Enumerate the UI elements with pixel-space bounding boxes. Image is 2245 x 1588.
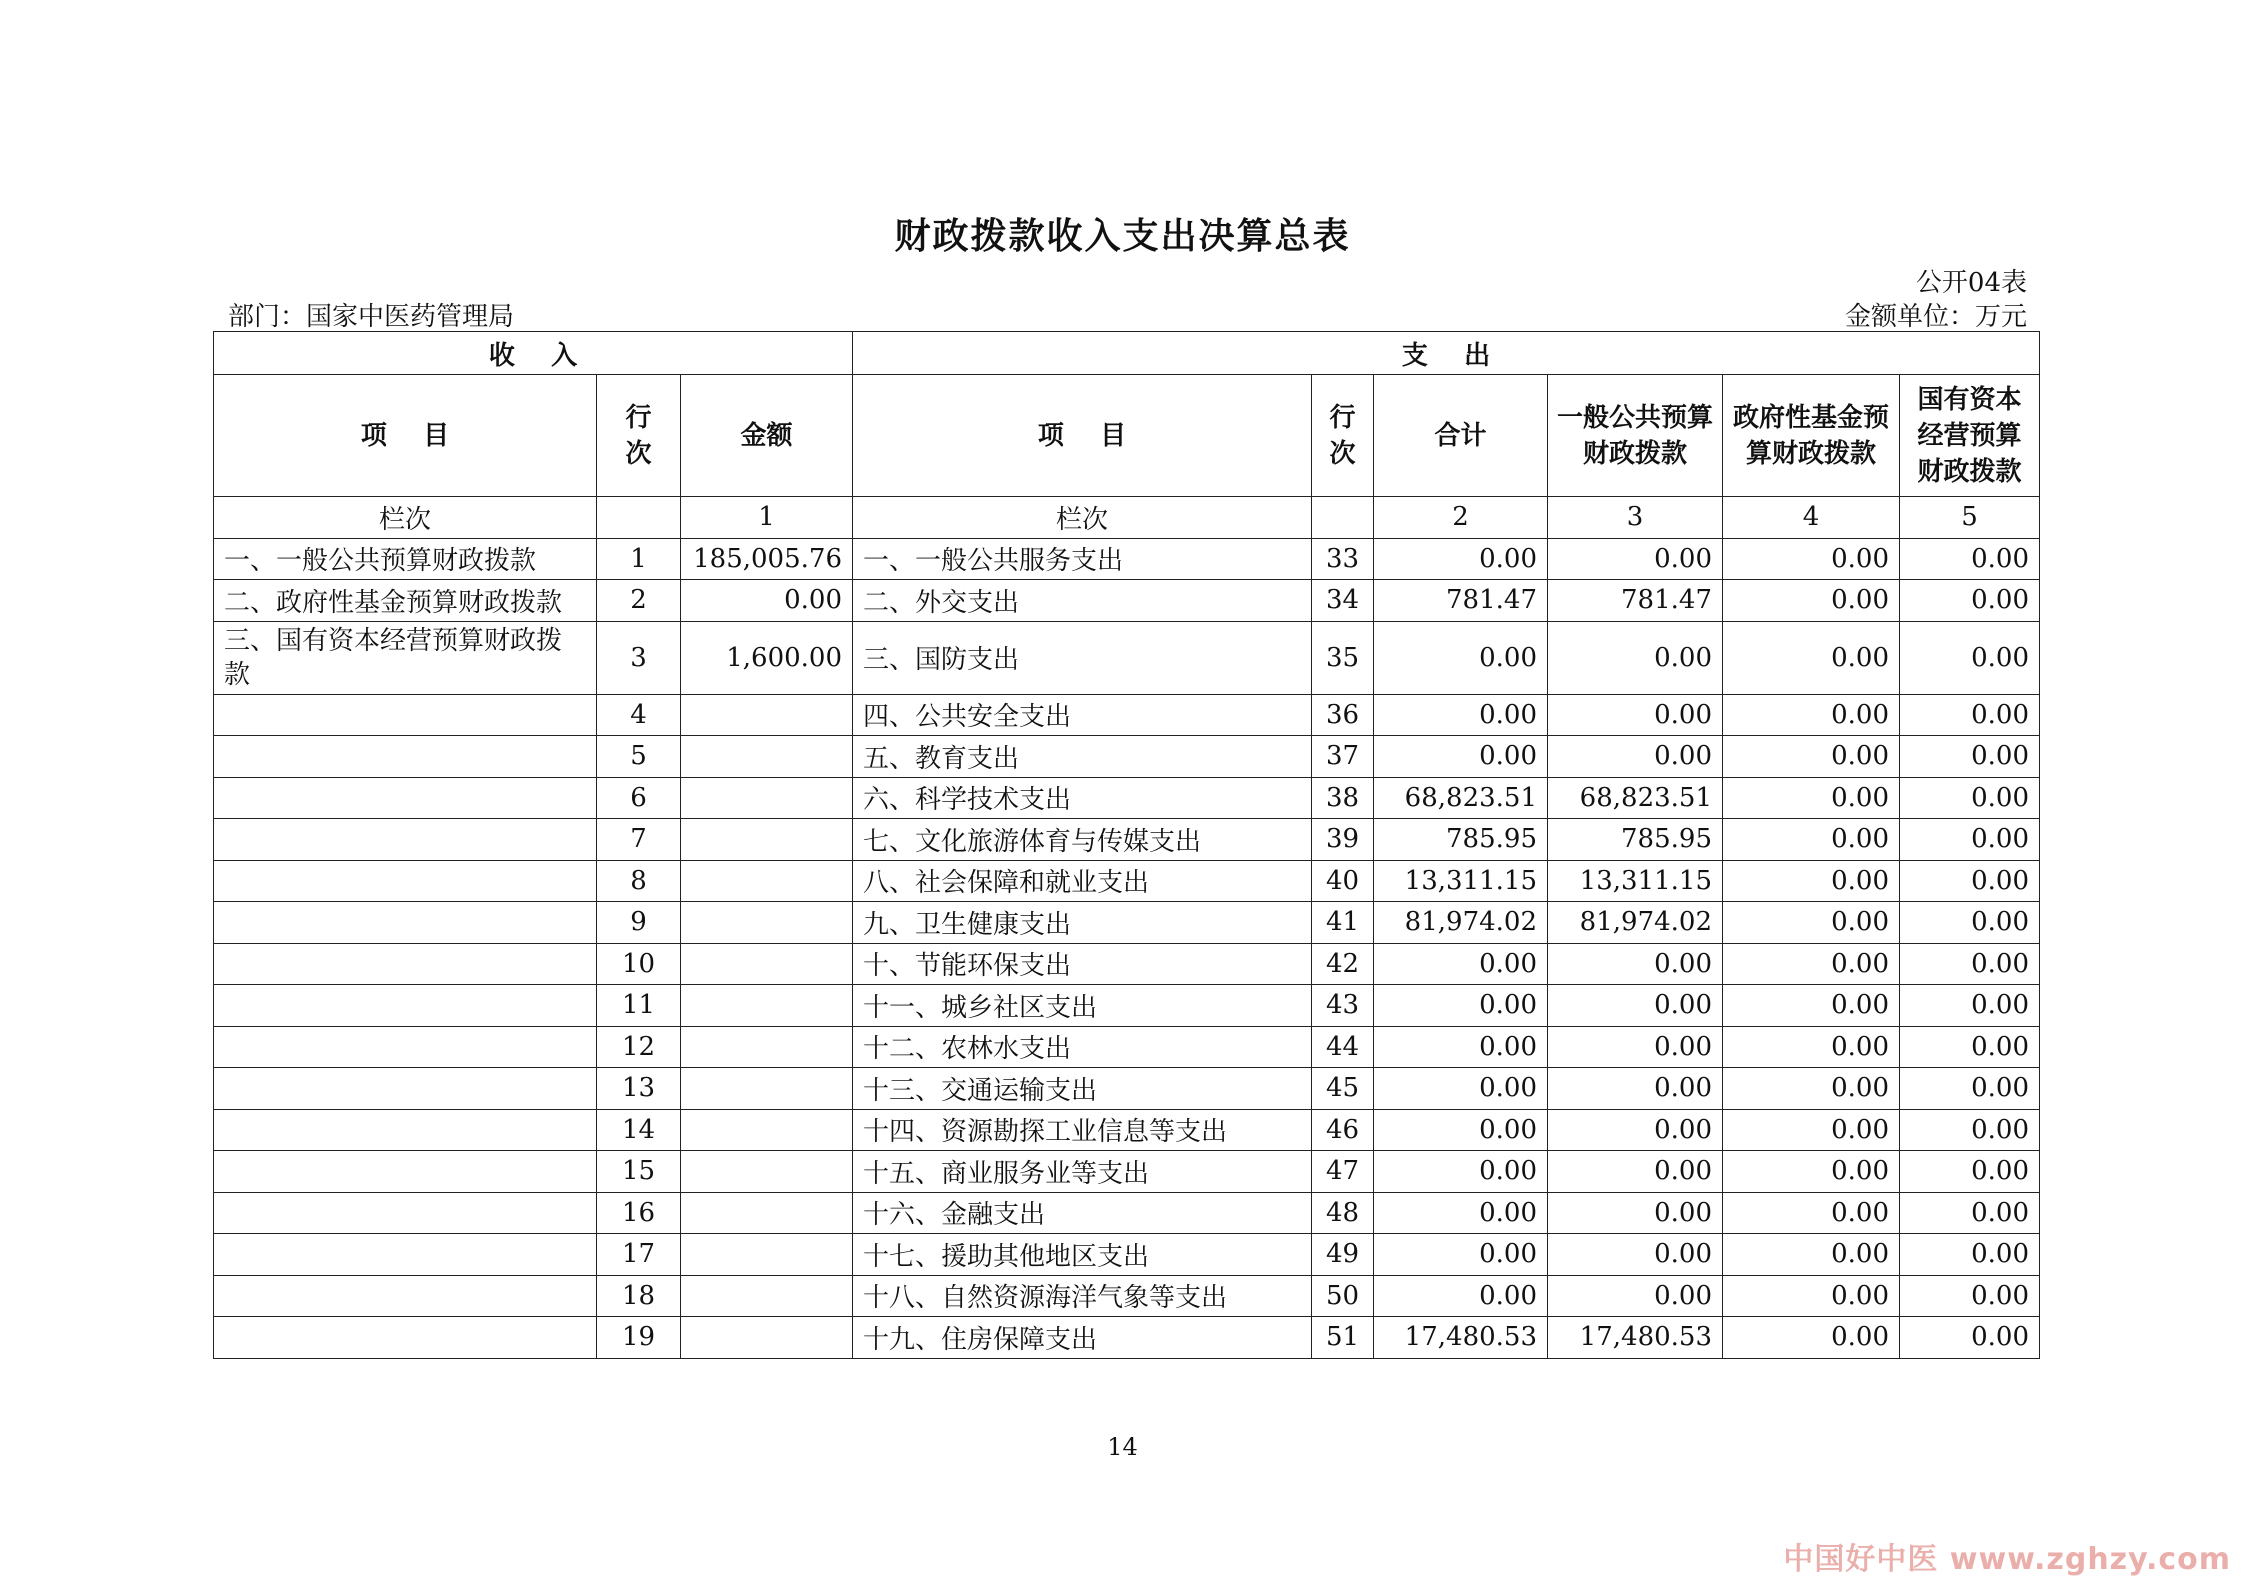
cell-ex-line: 43	[1312, 985, 1374, 1027]
cell-fund: 0.00	[1723, 860, 1900, 902]
table-row	[214, 943, 2040, 985]
cell-in-amount	[681, 819, 853, 861]
cell-state: 0.00	[1900, 902, 2040, 944]
cell-state: 0.00	[1900, 1068, 2040, 1110]
cell-ex-line: 40	[1312, 860, 1374, 902]
cell-in-amount	[681, 1192, 853, 1234]
cell-in-line: 1	[597, 538, 681, 580]
cell-fund: 0.00	[1723, 538, 1900, 580]
cell-in-amount	[681, 1151, 853, 1193]
cell-in-item	[214, 819, 597, 861]
cell-general: 81,974.02	[1548, 902, 1723, 944]
cell-in-item	[214, 943, 597, 985]
cell-ex-line: 33	[1312, 538, 1374, 580]
cell-in-line: 5	[597, 736, 681, 778]
cell-ex-item: 十五、商业服务业等支出	[853, 1151, 1312, 1193]
cell-total: 0.00	[1374, 1109, 1548, 1151]
cell-in-line: 8	[597, 860, 681, 902]
cell-general: 0.00	[1548, 985, 1723, 1027]
cell-fund: 0.00	[1723, 580, 1900, 622]
cell-total: 0.00	[1374, 985, 1548, 1027]
cell-ex-line: 37	[1312, 736, 1374, 778]
cell-in-item	[214, 1275, 597, 1317]
cell-ex-item: 十四、资源勘探工业信息等支出	[853, 1109, 1312, 1151]
department-label: 部门：国家中医药管理局	[228, 302, 515, 332]
cell-general: 0.00	[1548, 1068, 1723, 1110]
cell-general: 0.00	[1548, 736, 1723, 778]
income-item-header: 项 目	[214, 375, 597, 497]
income-column-label: 栏次	[214, 497, 597, 539]
budget-table	[213, 331, 2040, 1359]
amount-unit-label: 金额单位：万元	[1844, 302, 2027, 332]
cell-in-line: 7	[597, 819, 681, 861]
fund-column-number: 4	[1723, 497, 1900, 539]
cell-in-line: 2	[597, 580, 681, 622]
table-row	[214, 902, 2040, 944]
income-amount-column-number: 1	[681, 497, 853, 539]
cell-total: 0.00	[1374, 736, 1548, 778]
cell-in-amount	[681, 777, 853, 819]
cell-in-amount: 185,005.76	[681, 538, 853, 580]
cell-state: 0.00	[1900, 1317, 2040, 1359]
cell-ex-line: 36	[1312, 694, 1374, 736]
cell-ex-line: 46	[1312, 1109, 1374, 1151]
table-row	[214, 1275, 2040, 1317]
cell-ex-line: 38	[1312, 777, 1374, 819]
cell-total: 0.00	[1374, 694, 1548, 736]
cell-in-item	[214, 860, 597, 902]
cell-ex-item: 八、社会保障和就业支出	[853, 860, 1312, 902]
cell-ex-line: 45	[1312, 1068, 1374, 1110]
total-header: 合计	[1374, 375, 1548, 497]
table-row	[214, 1192, 2040, 1234]
cell-state: 0.00	[1900, 580, 2040, 622]
cell-general: 17,480.53	[1548, 1317, 1723, 1359]
cell-fund: 0.00	[1723, 1317, 1900, 1359]
table-row	[214, 985, 2040, 1027]
cell-ex-item: 五、教育支出	[853, 736, 1312, 778]
cell-in-item	[214, 1192, 597, 1234]
cell-fund: 0.00	[1723, 1275, 1900, 1317]
cell-general: 0.00	[1548, 1151, 1723, 1193]
cell-in-amount	[681, 902, 853, 944]
cell-in-line: 19	[597, 1317, 681, 1359]
cell-in-amount	[681, 1109, 853, 1151]
column-number-row	[214, 497, 2040, 539]
table-row	[214, 1317, 2040, 1359]
cell-total: 0.00	[1374, 1151, 1548, 1193]
cell-total: 0.00	[1374, 621, 1548, 694]
cell-in-amount	[681, 1068, 853, 1110]
cell-ex-line: 48	[1312, 1192, 1374, 1234]
cell-total: 781.47	[1374, 580, 1548, 622]
cell-in-amount	[681, 694, 853, 736]
expense-column-label: 栏次	[853, 497, 1312, 539]
cell-state: 0.00	[1900, 1026, 2040, 1068]
cell-fund: 0.00	[1723, 1026, 1900, 1068]
cell-total: 785.95	[1374, 819, 1548, 861]
cell-state: 0.00	[1900, 736, 2040, 778]
table-row	[214, 621, 2040, 694]
expense-item-header: 项 目	[853, 375, 1312, 497]
cell-total: 0.00	[1374, 1068, 1548, 1110]
cell-fund: 0.00	[1723, 621, 1900, 694]
cell-in-line: 6	[597, 777, 681, 819]
cell-total: 81,974.02	[1374, 902, 1548, 944]
table-row	[214, 819, 2040, 861]
cell-ex-item: 九、卫生健康支出	[853, 902, 1312, 944]
table-row	[214, 777, 2040, 819]
page-title: 财政拨款收入支出决算总表	[894, 215, 1351, 257]
section-header-row	[214, 332, 2040, 375]
cell-state: 0.00	[1900, 1192, 2040, 1234]
cell-state: 0.00	[1900, 985, 2040, 1027]
cell-general: 0.00	[1548, 621, 1723, 694]
cell-state: 0.00	[1900, 860, 2040, 902]
cell-fund: 0.00	[1723, 736, 1900, 778]
site-watermark: 中国好中医 www.zghzy.com	[1783, 1542, 2231, 1577]
cell-fund: 0.00	[1723, 1234, 1900, 1276]
cell-ex-line: 41	[1312, 902, 1374, 944]
cell-in-line: 9	[597, 902, 681, 944]
cell-in-line: 17	[597, 1234, 681, 1276]
cell-in-line: 3	[597, 621, 681, 694]
cell-in-item	[214, 902, 597, 944]
income-section-header: 收 入	[214, 332, 853, 375]
fund-budget-header: 政府性基金预算财政拨款	[1723, 375, 1900, 497]
cell-total: 0.00	[1374, 1026, 1548, 1068]
table-row	[214, 1109, 2040, 1151]
cell-ex-item: 二、外交支出	[853, 580, 1312, 622]
cell-ex-line: 50	[1312, 1275, 1374, 1317]
cell-fund: 0.00	[1723, 819, 1900, 861]
table-row	[214, 1068, 2040, 1110]
cell-total: 13,311.15	[1374, 860, 1548, 902]
cell-state: 0.00	[1900, 777, 2040, 819]
table-row	[214, 538, 2040, 580]
cell-in-amount	[681, 860, 853, 902]
cell-ex-line: 44	[1312, 1026, 1374, 1068]
cell-in-amount: 0.00	[681, 580, 853, 622]
cell-in-line: 10	[597, 943, 681, 985]
cell-state: 0.00	[1900, 621, 2040, 694]
cell-state: 0.00	[1900, 1151, 2040, 1193]
cell-in-line: 4	[597, 694, 681, 736]
cell-in-amount: 1,600.00	[681, 621, 853, 694]
table-row	[214, 580, 2040, 622]
expense-line-number-cell	[1312, 497, 1374, 539]
cell-in-item	[214, 1026, 597, 1068]
cell-ex-line: 39	[1312, 819, 1374, 861]
cell-ex-item: 十九、住房保障支出	[853, 1317, 1312, 1359]
state-capital-header: 国有资本经营预算财政拨款	[1900, 375, 2040, 497]
cell-in-amount	[681, 1275, 853, 1317]
cell-general: 0.00	[1548, 1026, 1723, 1068]
cell-total: 0.00	[1374, 1234, 1548, 1276]
cell-in-line: 13	[597, 1068, 681, 1110]
cell-general: 68,823.51	[1548, 777, 1723, 819]
cell-fund: 0.00	[1723, 985, 1900, 1027]
cell-in-amount	[681, 1234, 853, 1276]
cell-state: 0.00	[1900, 1234, 2040, 1276]
cell-ex-line: 49	[1312, 1234, 1374, 1276]
cell-ex-item: 十七、援助其他地区支出	[853, 1234, 1312, 1276]
cell-general: 13,311.15	[1548, 860, 1723, 902]
general-column-number: 3	[1548, 497, 1723, 539]
cell-total: 0.00	[1374, 1192, 1548, 1234]
cell-in-item: 一、一般公共预算财政拨款	[214, 538, 597, 580]
cell-fund: 0.00	[1723, 943, 1900, 985]
cell-in-line: 12	[597, 1026, 681, 1068]
cell-in-item	[214, 1068, 597, 1110]
cell-in-amount	[681, 985, 853, 1027]
cell-in-item	[214, 1151, 597, 1193]
state-column-number: 5	[1900, 497, 2040, 539]
table-row	[214, 1151, 2040, 1193]
cell-ex-line: 35	[1312, 621, 1374, 694]
cell-in-item	[214, 1109, 597, 1151]
cell-fund: 0.00	[1723, 1068, 1900, 1110]
cell-ex-line: 51	[1312, 1317, 1374, 1359]
cell-ex-item: 七、文化旅游体育与传媒支出	[853, 819, 1312, 861]
cell-in-amount	[681, 1317, 853, 1359]
cell-state: 0.00	[1900, 819, 2040, 861]
page-number: 14	[1107, 1433, 1138, 1461]
income-line-header: 行次	[597, 375, 681, 497]
expense-line-header: 行次	[1312, 375, 1374, 497]
cell-ex-item: 四、公共安全支出	[853, 694, 1312, 736]
cell-in-amount	[681, 1026, 853, 1068]
cell-in-item	[214, 985, 597, 1027]
cell-ex-item: 一、一般公共服务支出	[853, 538, 1312, 580]
cell-state: 0.00	[1900, 538, 2040, 580]
cell-state: 0.00	[1900, 1275, 2040, 1317]
cell-general: 0.00	[1548, 1192, 1723, 1234]
cell-general: 785.95	[1548, 819, 1723, 861]
cell-state: 0.00	[1900, 943, 2040, 985]
cell-fund: 0.00	[1723, 902, 1900, 944]
form-number: 公开04表	[1915, 268, 2027, 298]
table-row	[214, 1026, 2040, 1068]
cell-fund: 0.00	[1723, 1192, 1900, 1234]
cell-total: 0.00	[1374, 538, 1548, 580]
cell-in-amount	[681, 943, 853, 985]
cell-general: 0.00	[1548, 943, 1723, 985]
cell-ex-item: 十八、自然资源海洋气象等支出	[853, 1275, 1312, 1317]
cell-fund: 0.00	[1723, 694, 1900, 736]
cell-fund: 0.00	[1723, 1109, 1900, 1151]
cell-in-item: 三、国有资本经营预算财政拨款	[214, 621, 597, 694]
cell-ex-line: 42	[1312, 943, 1374, 985]
cell-total: 68,823.51	[1374, 777, 1548, 819]
cell-ex-item: 三、国防支出	[853, 621, 1312, 694]
table-row	[214, 694, 2040, 736]
cell-in-item	[214, 1317, 597, 1359]
cell-ex-item: 十一、城乡社区支出	[853, 985, 1312, 1027]
cell-fund: 0.00	[1723, 777, 1900, 819]
cell-in-item	[214, 1234, 597, 1276]
cell-in-item	[214, 777, 597, 819]
cell-total: 17,480.53	[1374, 1317, 1548, 1359]
cell-ex-item: 十六、金融支出	[853, 1192, 1312, 1234]
column-header-row	[214, 375, 2040, 497]
cell-in-item	[214, 694, 597, 736]
cell-ex-item: 十二、农林水支出	[853, 1026, 1312, 1068]
cell-in-item: 二、政府性基金预算财政拨款	[214, 580, 597, 622]
cell-total: 0.00	[1374, 1275, 1548, 1317]
cell-general: 0.00	[1548, 1234, 1723, 1276]
cell-general: 0.00	[1548, 1275, 1723, 1317]
cell-general: 0.00	[1548, 538, 1723, 580]
cell-in-line: 11	[597, 985, 681, 1027]
cell-fund: 0.00	[1723, 1151, 1900, 1193]
cell-general: 0.00	[1548, 1109, 1723, 1151]
income-line-number-cell	[597, 497, 681, 539]
cell-in-line: 16	[597, 1192, 681, 1234]
table-row	[214, 860, 2040, 902]
table-row	[214, 1234, 2040, 1276]
cell-in-line: 18	[597, 1275, 681, 1317]
cell-ex-item: 六、科学技术支出	[853, 777, 1312, 819]
cell-total: 0.00	[1374, 943, 1548, 985]
cell-in-item	[214, 736, 597, 778]
total-column-number: 2	[1374, 497, 1548, 539]
general-budget-header: 一般公共预算财政拨款	[1548, 375, 1723, 497]
cell-in-line: 14	[597, 1109, 681, 1151]
table-row	[214, 736, 2040, 778]
cell-general: 0.00	[1548, 694, 1723, 736]
cell-ex-line: 47	[1312, 1151, 1374, 1193]
cell-in-line: 15	[597, 1151, 681, 1193]
expense-section-header: 支 出	[853, 332, 2040, 375]
cell-general: 781.47	[1548, 580, 1723, 622]
cell-ex-item: 十、节能环保支出	[853, 943, 1312, 985]
cell-ex-line: 34	[1312, 580, 1374, 622]
cell-in-amount	[681, 736, 853, 778]
income-amount-header: 金额	[681, 375, 853, 497]
cell-state: 0.00	[1900, 1109, 2040, 1151]
cell-state: 0.00	[1900, 694, 2040, 736]
cell-ex-item: 十三、交通运输支出	[853, 1068, 1312, 1110]
